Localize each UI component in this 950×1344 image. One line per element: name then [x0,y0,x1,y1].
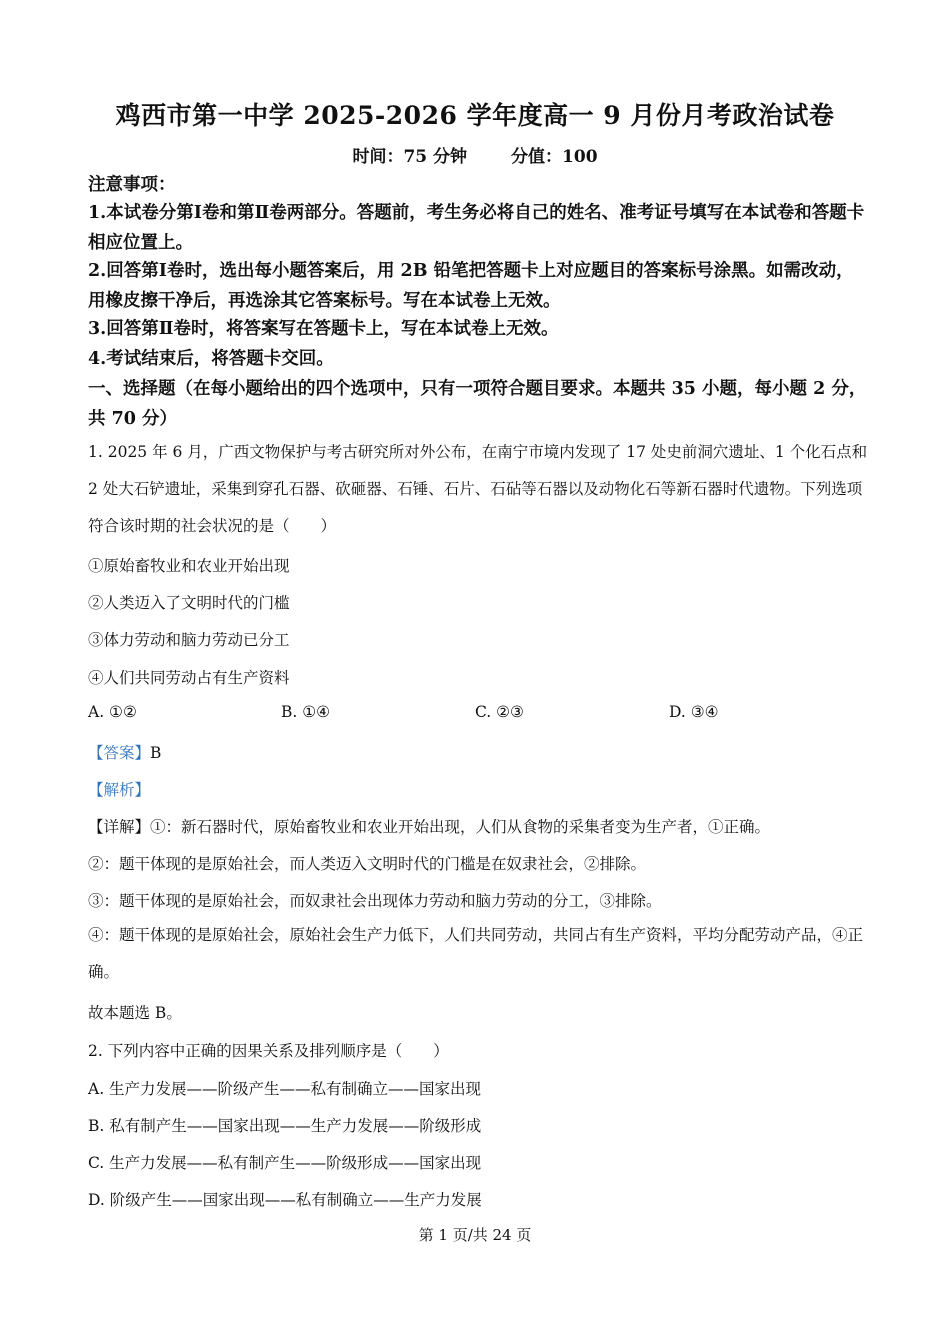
exam-score: 分值：100 [511,147,598,167]
q1-option-d: D. ③④ [669,703,719,721]
notice-item-4: 4.考试结束后，将答题卡交回。 [88,349,334,369]
q1-statement-2: ②人类迈入了文明时代的门槛 [88,594,290,612]
page-title: 鸡西市第一中学 2025-2026 学年度高一 9 月份月考政治试卷 [115,101,835,130]
q1-answer [88,741,161,763]
exam-info [0,142,950,167]
detail-label: 【详解】 [88,818,151,836]
notice-heading: 注意事项： [88,175,176,195]
answer-label: 【答案】 [88,744,151,762]
q2-option-b: B. 私有制产生——国家出现——生产力发展——阶级形成 [88,1117,482,1135]
notice-item-1: 1.本试卷分第Ⅰ卷和第Ⅱ卷两部分。答题前，考生务必将自己的姓名、准考证号填写在本试卷和答题卡相应位置上。 [88,203,865,253]
q1-statement-3: ③体力劳动和脑力劳动已分工 [88,631,290,649]
q1-option-b: B. ①④ [281,703,331,721]
q1-option-c: C. ②③ [475,703,524,721]
answer-value: B [150,744,162,762]
q1-detail-2: ②：题干体现的是原始社会，而人类迈入文明时代的门槛是在奴隶社会，②排除。 [88,855,647,873]
q1-detail-3: ③：题干体现的是原始社会，而奴隶社会出现体力劳动和脑力劳动的分工，③排除。 [88,892,662,910]
question-1-stem: 1. 2025 年 6 月，广西文物保护与考古研究所对外公布，在南宁市境内发现了 17 处史前洞穴遗址、1 个化石点和 2 处大石铲遗址，采集到穿孔石器、砍砸器、石锤、石片、石砧等石器以及动物化石等新石器时代遗物。下列选项符合该时期的社会状况的是（ ） [88,443,868,535]
q1-statement-1: ①原始畜牧业和农业开始出现 [88,557,290,575]
notice-item-3: 3.回答第Ⅱ卷时，将答案写在答题卡上，写在本试卷上无效。 [88,319,559,339]
q1-detail-4: ④：题干体现的是原始社会，原始社会生产力低下，人们共同劳动，共同占有生产资料，平均分配劳动产品，④正确。 [88,926,864,981]
q2-option-c: C. 生产力发展——私有制产生——阶级形成——国家出现 [88,1154,482,1172]
detail-text: ①：新石器时代，原始畜牧业和农业开始出现，人们从食物的采集者变为生产者，①正确。 [150,818,771,836]
q1-conclusion: 故本题选 B。 [88,1004,182,1022]
q2-option-a: A. 生产力发展——阶级产生——私有制确立——国家出现 [88,1080,482,1098]
section-heading: 一、选择题（在每小题给出的四个选项中，只有一项符合题目要求。本题共 35 小题，每小题 2 分，共 70 分） [88,379,867,429]
question-2-stem: 2. 下列内容中正确的因果关系及排列顺序是（ ） [88,1042,449,1060]
analysis-label: 【解析】 [88,781,151,799]
q1-option-a: A. ①② [88,703,137,721]
q1-detail-1 [88,815,770,837]
page-number: 第 1 页/共 24 页 [418,1226,532,1244]
notice-item-2: 2.回答第Ⅰ卷时，选出每小题答案后，用 2B 铅笔把答题卡上对应题目的答案标号涂黑。如需改动，用橡皮擦干净后，再选涂其它答案标号。写在本试卷上无效。 [88,261,854,311]
q1-statement-4: ④人们共同劳动占有生产资料 [88,669,290,687]
q2-option-d: D. 阶级产生——国家出现——私有制确立——生产力发展 [88,1191,482,1209]
exam-time: 时间：75 分钟 [352,147,468,167]
